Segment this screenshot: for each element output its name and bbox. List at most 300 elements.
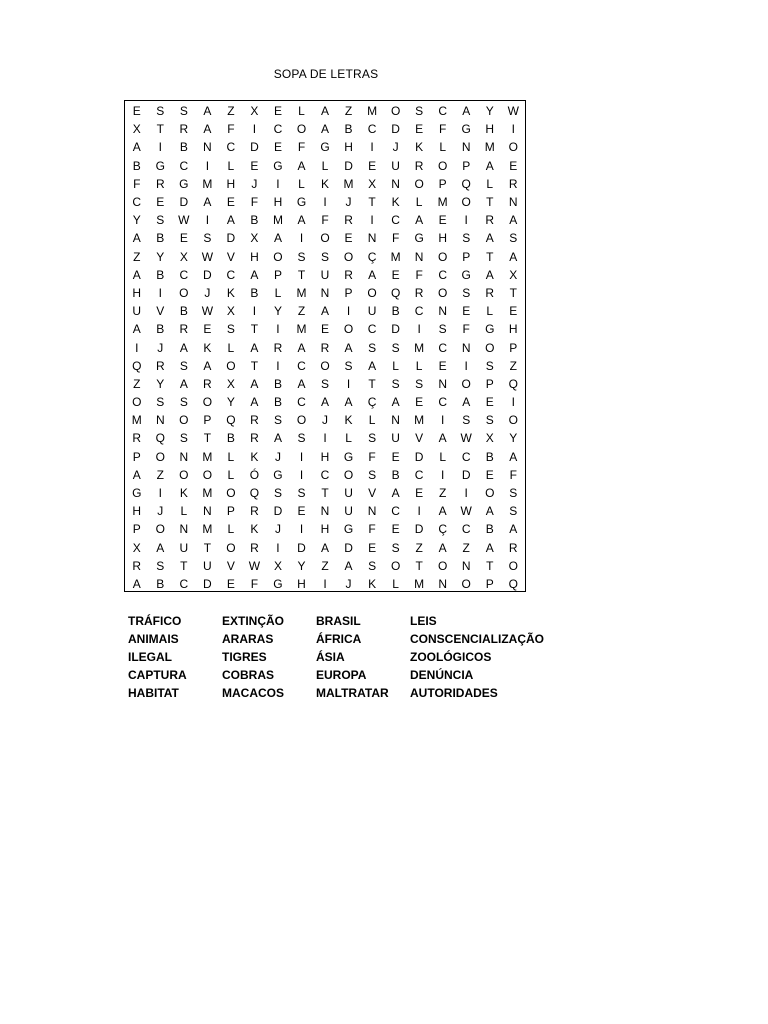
grid-letter: R [132, 558, 142, 573]
grid-letter: B [485, 522, 494, 537]
grid-letter: L [486, 304, 494, 319]
grid-letter: A [226, 213, 235, 228]
grid-letter: S [391, 340, 400, 355]
grid-row [125, 102, 525, 120]
grid-row [125, 575, 525, 593]
grid-letter: F [297, 140, 306, 155]
grid-letter: J [392, 140, 399, 155]
grid-letter: R [414, 285, 424, 300]
grid-letter: Z [133, 249, 141, 264]
grid-letter: P [462, 158, 471, 173]
grid-letter: R [250, 413, 259, 428]
grid-letter: I [441, 413, 445, 428]
grid-letter: S [415, 104, 424, 119]
grid-letter: I [346, 304, 351, 319]
grid-letter: Q [249, 486, 260, 501]
grid-letter: I [323, 431, 327, 446]
grid-letter: A [321, 395, 330, 410]
grid-letter: H [320, 449, 330, 464]
grid-letter: N [438, 304, 447, 319]
grid-letter: S [226, 322, 235, 337]
grid-letter: A [203, 104, 212, 119]
grid-letter: A [297, 213, 306, 228]
grid-letter: M [272, 213, 283, 228]
grid-letter: E [391, 522, 400, 537]
grid-letter: C [438, 395, 447, 410]
grid-row [125, 284, 525, 302]
grid-letter: A [321, 122, 330, 137]
grid-letter: M [414, 413, 425, 428]
grid-letter: O [132, 395, 142, 410]
grid-letter: Z [462, 540, 470, 555]
grid-letter: S [462, 413, 471, 428]
grid-letter: W [460, 431, 472, 446]
grid-row [125, 211, 525, 229]
grid-letter: U [179, 540, 189, 555]
grid-letter: E [250, 158, 259, 173]
grid-letter: H [344, 140, 353, 155]
grid-letter: M [296, 285, 307, 300]
grid-letter: G [273, 467, 283, 482]
grid-letter: J [345, 195, 352, 210]
grid-letter: C [297, 395, 306, 410]
grid-letter: I [346, 376, 351, 391]
grid-letter: A [368, 358, 377, 373]
grid-letter: O [202, 395, 213, 410]
grid-letter: F [462, 322, 470, 337]
grid-letter: T [203, 540, 212, 555]
grid-letter: I [205, 158, 210, 173]
grid-letter: I [158, 486, 162, 501]
grid-letter: F [368, 449, 376, 464]
grid-row [125, 320, 525, 338]
grid-letter: O [438, 558, 448, 573]
grid-letter: C [297, 358, 306, 373]
grid-letter: C [367, 122, 377, 137]
grid-letter: P [485, 576, 494, 591]
grid-letter: O [202, 467, 213, 482]
grid-letter: E [179, 231, 188, 246]
grid-letter: J [157, 504, 164, 519]
grid-letter: X [226, 376, 235, 391]
grid-letter: D [391, 122, 400, 137]
grid-letter: X [179, 249, 188, 264]
grid-letter: P [438, 176, 447, 191]
word-list-item: ÁSIA [316, 650, 345, 664]
grid-letter: K [321, 176, 330, 191]
grid-letter: T [250, 358, 259, 373]
grid-letter: S [368, 431, 377, 446]
grid-letter: U [344, 486, 353, 501]
grid-letter: M [202, 522, 213, 537]
grid-letter: A [203, 358, 212, 373]
grid-letter: I [276, 176, 280, 191]
grid-letter: R [250, 504, 259, 519]
grid-letter: B [273, 376, 282, 391]
grid-letter: A [368, 267, 377, 282]
grid-letter: I [252, 122, 257, 137]
grid-letter: D [203, 576, 212, 591]
grid-letter: X [250, 104, 259, 119]
grid-letter: Z [227, 104, 235, 119]
grid-letter: B [132, 158, 141, 173]
grid-letter: M [296, 322, 307, 337]
grid-letter: R [179, 122, 189, 137]
grid-letter: I [299, 449, 304, 464]
grid-letter: P [203, 413, 212, 428]
grid-letter: D [391, 322, 400, 337]
grid-letter: R [273, 340, 283, 355]
grid-letter: N [179, 449, 189, 464]
grid-letter: Y [509, 431, 518, 446]
grid-letter: K [250, 449, 259, 464]
grid-letter: F [227, 122, 235, 137]
grid-letter: C [414, 467, 424, 482]
grid-letter: T [486, 249, 494, 264]
grid-letter: N [203, 504, 212, 519]
grid-letter: I [158, 140, 162, 155]
grid-letter: N [461, 558, 471, 573]
grid-letter: P [485, 376, 494, 391]
grid-letter: W [248, 558, 261, 573]
grid-letter: B [273, 395, 282, 410]
grid-letter: U [320, 267, 330, 282]
grid-row [125, 466, 525, 484]
grid-letter: M [202, 486, 213, 501]
grid-letter: A [485, 504, 494, 519]
grid-letter: C [438, 340, 447, 355]
grid-row [125, 229, 525, 247]
grid-letter: O [390, 104, 401, 119]
grid-letter: R [508, 540, 518, 555]
grid-letter: U [203, 558, 212, 573]
grid-letter: F [133, 176, 141, 191]
grid-letter: L [392, 358, 399, 373]
grid-letter: W [201, 249, 214, 264]
grid-letter: M [484, 140, 495, 155]
word-list-item: EUROPA [316, 668, 367, 682]
word-list-item: BRASIL [316, 614, 361, 628]
grid-letter: S [415, 376, 424, 391]
grid-letter: J [157, 340, 164, 355]
grid-letter: O [461, 376, 471, 391]
grid-letter: Z [297, 304, 306, 319]
grid-letter: O [179, 413, 189, 428]
grid-letter: T [486, 195, 494, 210]
grid-letter: N [438, 376, 447, 391]
grid-letter: S [156, 213, 165, 228]
grid-row [125, 375, 525, 393]
grid-row [125, 302, 525, 320]
grid-letter: H [297, 576, 306, 591]
grid-letter: A [273, 231, 282, 246]
grid-letter: O [343, 322, 354, 337]
grid-letter: A [485, 267, 494, 282]
grid-letter: L [180, 504, 188, 519]
grid-letter: Ç [367, 395, 377, 410]
grid-letter: Q [508, 576, 518, 591]
grid-letter: R [179, 322, 189, 337]
grid-letter: H [485, 122, 495, 137]
grid-letter: A [297, 376, 306, 391]
grid-letter: G [155, 158, 165, 173]
word-list-column [316, 612, 410, 702]
grid-letter: D [461, 467, 471, 482]
grid-letter: I [276, 358, 280, 373]
grid-letter: O [155, 522, 165, 537]
grid-letter: B [485, 449, 494, 464]
grid-letter: E [273, 140, 282, 155]
grid-letter: B [226, 431, 235, 446]
grid-letter: S [156, 104, 165, 119]
grid-letter: N [508, 195, 518, 210]
grid-letter: K [344, 413, 353, 428]
grid-letter: S [344, 358, 353, 373]
word-list [128, 612, 568, 702]
grid-letter: H [250, 249, 259, 264]
grid-letter: Z [321, 558, 329, 573]
grid-row [125, 393, 525, 411]
grid-letter: A [179, 340, 188, 355]
grid-letter: T [180, 558, 188, 573]
grid-letter: A [438, 431, 447, 446]
grid-letter: S [368, 340, 377, 355]
grid-letter: P [226, 504, 235, 519]
grid-letter: Ç [438, 522, 447, 537]
grid-letter: D [414, 449, 424, 464]
grid-letter: M [390, 249, 401, 264]
grid-letter: Y [226, 395, 235, 410]
grid-letter: R [250, 540, 259, 555]
grid-letter: I [370, 213, 374, 228]
grid-letter: J [204, 285, 211, 300]
grid-letter: M [437, 195, 448, 210]
grid-letter: C [461, 449, 471, 464]
grid-letter: N [320, 504, 330, 519]
grid-letter: A [485, 540, 494, 555]
grid-letter: C [438, 104, 447, 119]
word-list-item: MALTRATAR [316, 686, 389, 700]
grid-letter: A [250, 340, 259, 355]
grid-letter: C [179, 576, 189, 591]
grid-row [125, 539, 525, 557]
grid-letter: X [509, 267, 518, 282]
grid-letter: H [132, 285, 142, 300]
grid-letter: E [156, 195, 165, 210]
grid-letter: G [461, 122, 471, 137]
grid-letter: I [276, 540, 280, 555]
grid-letter: W [201, 304, 214, 319]
grid-letter: N [203, 140, 212, 155]
grid-letter: L [227, 158, 235, 173]
grid-letter: T [156, 122, 164, 137]
grid-letter: J [251, 176, 258, 191]
word-list-item: LEIS [410, 614, 437, 628]
grid-letter: G [343, 449, 354, 464]
grid-letter: E [485, 467, 494, 482]
grid-letter: D [297, 540, 306, 555]
grid-letter: U [132, 304, 142, 319]
grid-letter: S [297, 486, 306, 501]
grid-letter: K [368, 576, 377, 591]
grid-letter: D [273, 504, 283, 519]
grid-letter: Q [508, 376, 518, 391]
grid-letter: O [226, 486, 236, 501]
grid-row [125, 557, 525, 575]
grid-letter: I [511, 395, 515, 410]
grid-letter: B [156, 576, 165, 591]
grid-letter: G [179, 176, 189, 191]
grid-letter: H [226, 176, 236, 191]
grid-letter: B [344, 122, 353, 137]
grid-letter: E [368, 158, 377, 173]
grid-letter: O [508, 413, 518, 428]
grid-letter: L [227, 340, 235, 355]
grid-letter: A [321, 540, 330, 555]
grid-letter: E [438, 358, 447, 373]
grid-letter: X [250, 231, 259, 246]
grid-letter: D [414, 522, 424, 537]
grid-letter: N [461, 340, 471, 355]
grid-letter: C [226, 267, 236, 282]
grid-letter: G [320, 140, 330, 155]
grid-letter: A [509, 249, 518, 264]
grid-letter: M [131, 413, 142, 428]
grid-letter: V [226, 249, 235, 264]
grid-letter: G [485, 322, 495, 337]
grid-letter: I [464, 213, 468, 228]
grid-letter: S [391, 540, 400, 555]
grid-letter: C [179, 158, 189, 173]
grid-letter: S [179, 104, 188, 119]
grid-letter: A [132, 231, 141, 246]
grid-letter: I [370, 140, 374, 155]
grid-letter: D [179, 195, 189, 210]
grid-letter: K [415, 140, 424, 155]
grid-letter: J [345, 576, 352, 591]
grid-letter: S [273, 413, 282, 428]
grid-letter: X [132, 540, 141, 555]
grid-letter: A [132, 576, 141, 591]
grid-letter: Y [156, 249, 165, 264]
grid-letter: A [203, 122, 212, 137]
grid-letter: A [321, 104, 330, 119]
grid-letter: O [179, 467, 189, 482]
grid-letter: A [250, 267, 259, 282]
grid-letter: C [367, 322, 377, 337]
grid-letter: S [321, 249, 330, 264]
grid-letter: S [368, 467, 377, 482]
grid-letter: N [391, 413, 400, 428]
grid-letter: A [344, 558, 353, 573]
grid-letter: A [462, 395, 471, 410]
grid-letter: X [368, 176, 377, 191]
grid-row [125, 175, 525, 193]
grid-row [125, 338, 525, 356]
grid-letter: S [203, 231, 212, 246]
grid-row [125, 248, 525, 266]
grid-letter: T [250, 322, 259, 337]
grid-letter: S [273, 486, 282, 501]
grid-letter: E [226, 576, 235, 591]
grid-letter: E [415, 122, 424, 137]
grid-letter: A [156, 540, 165, 555]
grid-letter: Z [439, 486, 447, 501]
grid-letter: S [485, 358, 494, 373]
grid-letter: L [486, 176, 494, 191]
grid-letter: V [156, 304, 165, 319]
grid-letter: S [179, 358, 188, 373]
grid-letter: O [320, 231, 330, 246]
grid-letter: A [509, 449, 518, 464]
grid-letter: C [320, 467, 330, 482]
grid-letter: O [390, 558, 401, 573]
grid-letter: E [273, 104, 282, 119]
grid-letter: L [274, 285, 282, 300]
grid-letter: R [485, 285, 495, 300]
grid-letter: C [438, 267, 447, 282]
grid-letter: H [508, 322, 518, 337]
grid-letter: A [438, 504, 447, 519]
grid-letter: K [203, 340, 212, 355]
word-list-item: DENÚNCIA [410, 668, 474, 682]
grid-letter: P [509, 340, 518, 355]
grid-letter: N [179, 522, 189, 537]
grid-letter: I [276, 322, 280, 337]
grid-letter: K [179, 486, 188, 501]
grid-letter: S [368, 558, 377, 573]
grid-letter: A [438, 540, 447, 555]
grid-letter: X [226, 304, 235, 319]
grid-letter: I [464, 486, 468, 501]
grid-letter: F [391, 231, 400, 246]
grid-letter: N [391, 176, 400, 191]
grid-letter: M [202, 449, 213, 464]
grid-letter: A [250, 395, 259, 410]
grid-letter: O [485, 486, 495, 501]
grid-letter: O [273, 249, 283, 264]
grid-row [125, 357, 525, 375]
grid-letter: E [297, 504, 306, 519]
grid-letter: L [298, 104, 305, 119]
grid-letter: C [273, 122, 283, 137]
grid-letter: E [132, 104, 141, 119]
grid-letter: T [368, 376, 376, 391]
grid-letter: E [415, 395, 424, 410]
grid-letter: S [156, 558, 165, 573]
grid-row [125, 484, 525, 502]
grid-letter: J [274, 522, 281, 537]
grid-letter: C [132, 195, 142, 210]
grid-letter: I [323, 576, 327, 591]
grid-letter: N [367, 504, 377, 519]
word-list-item: TRÁFICO [128, 614, 182, 628]
grid-letter: S [509, 504, 518, 519]
grid-letter: W [178, 213, 190, 228]
grid-letter: A [344, 395, 353, 410]
grid-letter: A [391, 486, 400, 501]
grid-letter: E [485, 395, 494, 410]
grid-letter: L [439, 449, 447, 464]
grid-letter: A [203, 195, 212, 210]
grid-letter: E [509, 158, 518, 173]
grid-letter: R [344, 213, 353, 228]
grid-letter: X [132, 122, 141, 137]
grid-letter: O [343, 467, 354, 482]
grid-letter: G [414, 231, 424, 246]
grid-letter: M [367, 104, 378, 119]
grid-letter: T [486, 558, 494, 573]
